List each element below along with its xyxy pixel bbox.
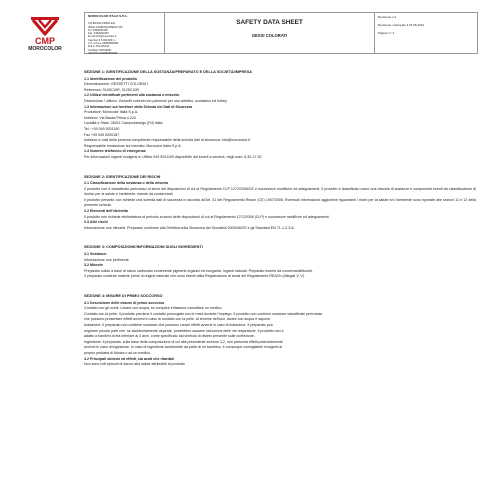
section-text: Indirizzo: Via Bassa Prima n.224 bbox=[84, 115, 136, 120]
revision-number: Revisione n.4 bbox=[378, 15, 397, 19]
section-title: SEZIONE 3: COMPOSIZIONE/INFORMAZIONI SUGLI INGREDIENTI bbox=[84, 245, 203, 250]
subsection-heading: 1.2 Utilizzi identificati pertinenti alla sostanza o miscela: bbox=[84, 93, 180, 98]
section-text: Non sono noti episodi di danno alla salute attribuibili al prodotto bbox=[84, 362, 185, 367]
logo-mark: CMP bbox=[35, 36, 55, 46]
section-text: Ingestione: Il preparato, sulla base della composizione di cui alla precedente sezione 3.2, non presenta effetti potenzialmente bbox=[84, 339, 283, 344]
company-address-line: C.F. e P.iva: 04852890283 bbox=[88, 42, 119, 46]
print-date: Revisione / stampato il 15.06.2021 bbox=[378, 23, 425, 27]
company-address bbox=[88, 22, 161, 55]
section-text: Responsabile immissione sul mercato: Morocolor Italia S.p.A. bbox=[84, 143, 182, 148]
company-address-line: VIA BASSA PRIMA 224 bbox=[88, 22, 116, 26]
subsection-heading: 1.4 Numero telefonico di emergenza bbox=[84, 149, 146, 154]
section-text: Il prodotto non richiede etichettatura di pericolo ai sensi delle disposizioni di cui al Regolamento 1272/2008 (CLP) e successive modifiche ed adeguamenti. bbox=[84, 214, 330, 219]
section-text: Località e Stato: 35011 Campodarsego (Pd) Italia bbox=[84, 121, 163, 126]
section-text: Informazione non pertinente bbox=[84, 257, 129, 262]
company-address-line: Tel. 049/9201190 bbox=[88, 28, 108, 32]
document-body bbox=[84, 70, 476, 368]
company-name: MOROCOLOR ITALIA S.P.A. bbox=[88, 14, 128, 18]
section-text: Contatto con gli occhi: Lavare con acqua; se compare irritazione consultare un medico. bbox=[84, 306, 223, 311]
section-text: Il prodotto pertanto non richiede una scheda dati di sicurezza in accordo all'Art. 31 del Regolamento Reach (CE) 1907/2006. Eventuali informazioni aggiuntive riguardanti i rischi per la salute e/o l'ambiente sono riportate alle sezioni 11 e 12 della presente scheda. bbox=[84, 197, 476, 208]
cmp-logo-icon bbox=[28, 14, 62, 36]
company-info bbox=[85, 13, 165, 53]
section-title: SEZIONE 1: IDENTIFICAZIONE DELLA SOSTANZA/PREPARATO E DELLA SOCIETÀ/IMPRESA bbox=[84, 70, 252, 74]
subsection-heading: 2.2 Elementi dell'etichetta bbox=[84, 209, 128, 214]
section-3 bbox=[84, 245, 476, 280]
company-address-line: 35011 CAMPODARSEGO PD bbox=[88, 25, 123, 29]
section-title: SEZIONE 4: MISURE DI PRIMO SOCCORSO bbox=[84, 294, 163, 298]
subsection-heading: 4.2 Principali sintomi ed effetti, sia acuti che ritardati bbox=[84, 356, 174, 361]
section-text: Il prodotto non è classificato pericoloso ai sensi del disposizioni di cui al Regolamento CLP 1272/2008/CE e successive modifiche ed adeguamenti. Il prodotto è classificato come una miscela di sostanze e componenti esenti da classificazione di rischio per la salute e l'ambiente, esente da conservanti. bbox=[84, 186, 476, 197]
section-text: Il preparato contiene materie prime di origine naturale che sono esenti dalla Registrazione ai sensi del Regolamento REACh (Allegati V, V). bbox=[84, 274, 306, 279]
section-text: Indirizzo e-mail della persona competente responsabile della scheda dati di sicurezza: info@morocolor.it bbox=[84, 138, 250, 143]
section-text: adatto a bambini di età inferiore ai 3 anni, come specificato dal simbolo di divieto presente sulle confezione. bbox=[84, 334, 255, 339]
company-address-line: VAT/IT00 IT04852890283 bbox=[88, 51, 118, 55]
section-text: Referenza: 3145C10R, 0125C10R bbox=[84, 87, 139, 92]
section-1 bbox=[84, 70, 476, 161]
section-text: proprio pediatra di fiducia o ad un medico. bbox=[84, 350, 151, 355]
section-text: Contatto con la pelle: Il prodotto previene il contatto prolungato con le mani durante l'impiego. Il prodotto non contiene sostanze classificate pericolose bbox=[84, 311, 323, 316]
subsection-heading: 2.1 Classificazione della sostanza o della miscela bbox=[84, 181, 169, 186]
section-text: che possono presentare effetti avversi in caso di contatto con la pelle. Al termine dell'uso, lavare con acqua e sapone. bbox=[84, 317, 272, 322]
section-text: Tel.: +39 049 9201190 bbox=[84, 126, 120, 131]
section-4 bbox=[84, 294, 476, 368]
section-title: SEZIONE 2: IDENTIFICAZIONE DEI RISCHI bbox=[84, 174, 161, 179]
company-address-line: Cap.Soc.€ 5.000.000 i.v. bbox=[88, 38, 117, 42]
section-text: Per informazioni urgenti rivolgersi a: Ufficio 049 9201190 disponibile dal lunedì a venerdì, negli orari: 8,30-17,30 bbox=[84, 154, 262, 159]
section-text: originare piccole parti che, se accidentalmente aspirate, potrebbero causare ostruzione delle vie respiratorie. Il prodotto non è bbox=[84, 328, 284, 333]
subsection-heading: 1.1 Identificazione del prodotto bbox=[84, 76, 137, 81]
section-text: Informazione non rilevanti. Preparato conforme alla Direttiva sulla Sicurezza dei Giocattoli 2009/48/CE e gli Standard EN 71-1-2-3-8. bbox=[84, 225, 295, 230]
subsection-heading: 4.1 Descrizione delle misure di primo soccorso bbox=[84, 300, 165, 305]
section-text: Inalazione: Il preparato non contiene sostanze che possono creare effetti avversi in caso di inalazione. Il preparato può bbox=[84, 322, 273, 327]
section-2 bbox=[84, 175, 476, 232]
section-text: avversi in caso di ingestione. In caso di ingestione accidentale da parte di un bambino, è comunque consigliabile rivolgersi al bbox=[84, 345, 283, 350]
company-address-line: Cod.Eori: PD011867 bbox=[88, 48, 112, 52]
subsection-heading: 3.1 Sostanze: bbox=[84, 252, 107, 257]
page-number: Pagina 1 / 4 bbox=[378, 31, 395, 35]
revision-block bbox=[375, 13, 477, 53]
section-text: Preparato solido a base di calcio carbonato contenente pigmenti organici ed inorganici, leganti naturali. Preparato esente da conservanti/biocidi. bbox=[84, 268, 313, 273]
subsection-heading: 1.3 Informazioni sul fornitore della Scheda dei Dati di Sicurezza bbox=[84, 104, 193, 109]
product-name: GESSI COLORATI bbox=[251, 33, 288, 38]
subsection-heading: 2.3 Altri rischi bbox=[84, 220, 108, 225]
company-address-line: E-mail info@morocolor.it bbox=[88, 35, 117, 39]
company-logo bbox=[14, 14, 76, 50]
subsection-heading: 3.2 Miscele bbox=[84, 263, 103, 268]
section-text: Produttore: Morocolor Italia S.p.A. bbox=[84, 110, 139, 115]
title-block bbox=[165, 13, 375, 53]
document-title: SAFETY DATA SHEET bbox=[236, 19, 303, 26]
document-header bbox=[84, 12, 478, 54]
section-text: Denominazione: GESSETTI COLORATI bbox=[84, 82, 148, 87]
company-address-line: Fax. 049/9200187 bbox=[88, 32, 109, 36]
section-text: Descrizione / utilizzo: Gessetti colorati non polverosi per uso artistico, scolastico ed hobby bbox=[84, 98, 227, 103]
company-address-line: R.E.A. PD 425144 bbox=[88, 45, 110, 49]
section-text: Fax +39 049 9200187 bbox=[84, 132, 120, 137]
logo-company: MOROCOLOR bbox=[28, 46, 62, 52]
